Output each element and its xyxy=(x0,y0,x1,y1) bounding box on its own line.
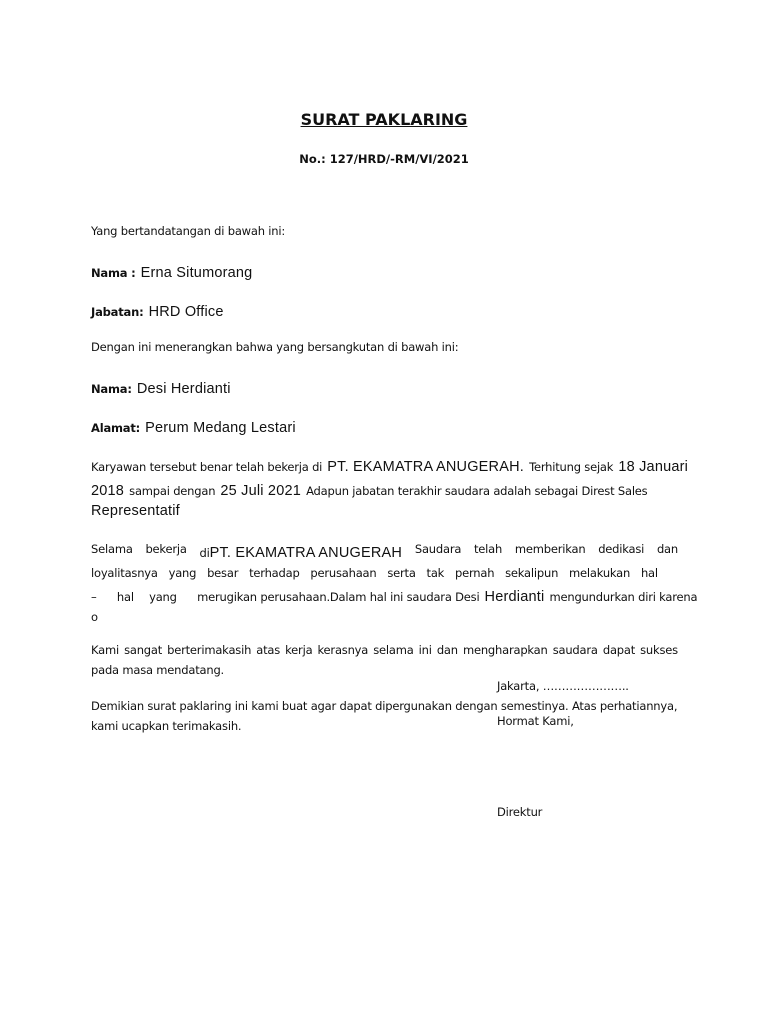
para3-word: dapat xyxy=(602,643,636,657)
employee-address-value: Perum Medang Lestari xyxy=(145,420,296,436)
para2-word: sekalipun xyxy=(505,566,559,580)
para3-word: atas xyxy=(256,643,281,657)
para4-line1: Demikian surat paklaring ini kami buat agar dapat dipergunakan dengan semestinya. Atas perhatiannya, xyxy=(91,699,678,713)
employee-name-row xyxy=(91,378,231,397)
signer-position-value: HRD Office xyxy=(148,304,224,320)
para1-line2 xyxy=(91,480,678,499)
employee-name-value: Desi Herdianti xyxy=(136,381,231,397)
para2-text: merugikan perusahaan.Dalam hal ini saudara Desi xyxy=(197,590,480,604)
para2-dash: – xyxy=(91,590,97,604)
signature-closing: Hormat Kami, xyxy=(497,714,574,728)
para2-word: yang xyxy=(168,566,197,580)
signer-name-value: Erna Situmorang xyxy=(140,265,253,281)
employee-address-label: Alamat: xyxy=(91,421,141,435)
para2-word: perusahaan xyxy=(310,566,377,580)
employee-name-label: Nama: xyxy=(91,382,132,396)
signer-position-row xyxy=(91,301,224,320)
para2-employee-name: Herdianti xyxy=(484,589,545,605)
intro-text: Yang bertandatangan di bawah ini: xyxy=(91,224,286,238)
signature-place-date: Jakarta, ………………….. xyxy=(497,679,629,693)
para1-company: PT. EKAMATRA ANUGERAH. xyxy=(327,459,524,475)
para2-word: dan xyxy=(656,542,678,556)
para3-word: kerasnya xyxy=(317,643,369,657)
para3-line1 xyxy=(91,643,678,657)
document-title: SURAT PAKLARING xyxy=(300,110,468,129)
para2-word: Saudara xyxy=(414,542,462,556)
para1-text-b: Terhitung sejak xyxy=(529,460,614,474)
para2-line3 xyxy=(91,586,698,605)
para2-word: pernah xyxy=(454,566,495,580)
para2-word: besar xyxy=(207,566,239,580)
para2-word: melakukan xyxy=(569,566,631,580)
para1-line1 xyxy=(91,456,689,475)
para3-word: berterimakasih xyxy=(167,643,252,657)
para2-line2 xyxy=(91,566,658,580)
para2-word: dedikasi xyxy=(598,542,645,556)
para2-word: tak xyxy=(426,566,445,580)
para3-word: selama xyxy=(373,643,414,657)
para3-word: kerja xyxy=(285,643,313,657)
para3-word: dan xyxy=(436,643,458,657)
para2-company: PT. EKAMATRA ANUGERAH xyxy=(209,545,403,561)
para2-word: memberikan xyxy=(514,542,586,556)
para4-line2: kami ucapkan terimakasih. xyxy=(91,719,242,733)
para1-role: Representatif xyxy=(91,503,180,519)
para2-word: telah xyxy=(473,542,503,556)
para2-word: Selama xyxy=(91,542,133,556)
para3-line2: pada masa mendatang. xyxy=(91,663,225,677)
para2-text: mengundurkan diri karena xyxy=(549,590,698,604)
para1-start-date: 18 Januari xyxy=(618,459,689,475)
para2-word: hal xyxy=(116,590,134,604)
para3-word: saudara xyxy=(552,643,598,657)
para1-text-a: Karyawan tersebut benar telah bekerja di xyxy=(91,460,323,474)
para1-text-c: sampai dengan xyxy=(129,484,216,498)
para2-word: bekerja xyxy=(145,542,187,556)
para2-line1 xyxy=(91,542,678,561)
para2-word: serta xyxy=(387,566,416,580)
para2-word: terhadap xyxy=(249,566,300,580)
para2-word: di xyxy=(199,546,210,560)
signer-name-row xyxy=(91,262,252,281)
signer-name-label: Nama : xyxy=(91,266,136,280)
document-number: No.: 127/HRD/-RM/VI/2021 xyxy=(299,152,469,166)
para3-word: sukses xyxy=(640,643,678,657)
para2-word: yang xyxy=(149,590,177,604)
para2-word: loyalitasnya xyxy=(91,566,158,580)
para3-word: mengharapkan xyxy=(462,643,548,657)
para1-text-d: Adapun jabatan terakhir saudara adalah sebagai Direst Sales xyxy=(306,484,648,498)
statement-text: Dengan ini menerangkan bahwa yang bersangkutan di bawah ini: xyxy=(91,340,459,354)
para1-end-date: 25 Juli 2021 xyxy=(220,483,301,499)
para3-word: Kami xyxy=(91,643,119,657)
signature-role: Direktur xyxy=(497,805,543,819)
para1-start-year: 2018 xyxy=(91,483,125,499)
para2-word: hal xyxy=(640,566,658,580)
para3-word: sangat xyxy=(124,643,163,657)
signer-position-label: Jabatan: xyxy=(91,305,144,319)
para2-line4: o xyxy=(91,610,98,624)
employee-address-row xyxy=(91,417,296,436)
para3-word: ini xyxy=(418,643,432,657)
